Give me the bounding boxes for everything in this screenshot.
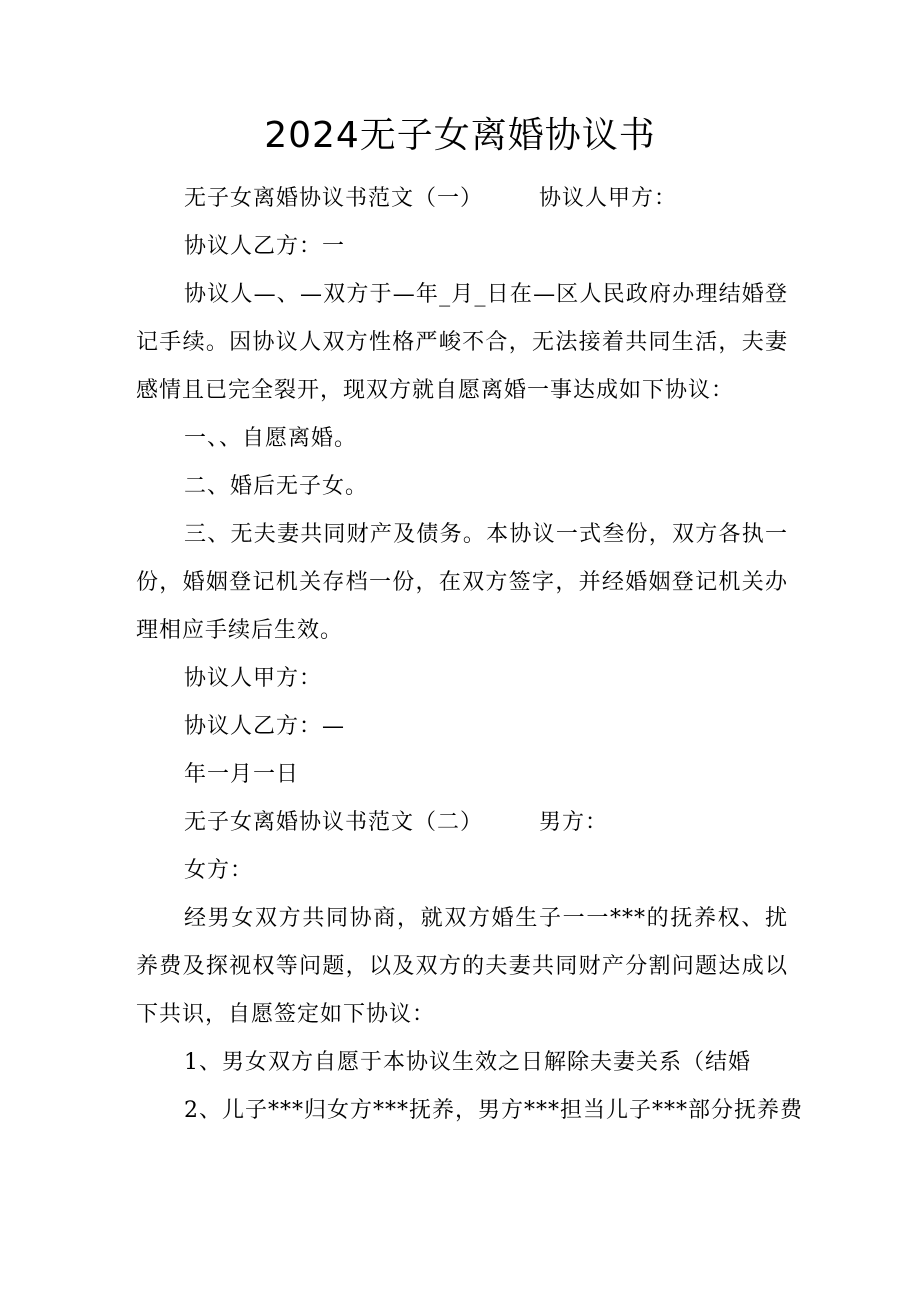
paragraph: 经男女双方共同协商，就双方婚生子一一***的抚养权、扰养费及探视权等问题，以及双方的夫妻共同财产分割问题达成以下共识，自愿签定如下协议： [136,906,788,1027]
paragraph: 1、男女双方自愿于本协议生效之日解除夫妻关系（结婚 [184,1050,751,1075]
paragraph: 协议人—、—双方于—年_月_日在—区人民政府办理结婚登记手续。因协议人双方性格严峻不合，无法接着共同生活，夫妻感情且已完全裂开，现双方就自愿离婚一事达成如下协议： [136,282,788,403]
document-title: 2024无子女离婚协议书 [264,115,656,156]
paragraph: 2、儿子***归女方***抚养，男方***担当儿子***部分抚养费 [184,1098,803,1123]
document-body [136,175,803,1135]
paragraph: 协议人乙方：一 [184,234,346,259]
paragraph: 一、、自愿离婚。 [184,426,358,451]
paragraph: 协议人甲方： [184,666,323,691]
party-label: 协议人甲方： [539,186,678,211]
paragraph [136,175,788,223]
section-heading: 无子女离婚协议书范文（一） [184,186,484,211]
party-label: 男方： [539,810,609,835]
paragraph: 三、无夫妻共同财产及债务。本协议一式叁份，双方各执一份，婚姻登记机关存档一份，在双方签字，并经婚姻登记机关办理相应手续后生效。 [136,522,788,643]
paragraph: 二、婚后无子女。 [184,474,369,499]
paragraph [136,799,788,847]
paragraph: 年一月一日 [184,762,300,787]
paragraph: 协议人乙方：— [184,714,346,739]
section-heading: 无子女离婚协议书范文（二） [184,810,484,835]
paragraph: 女方： [184,858,254,883]
